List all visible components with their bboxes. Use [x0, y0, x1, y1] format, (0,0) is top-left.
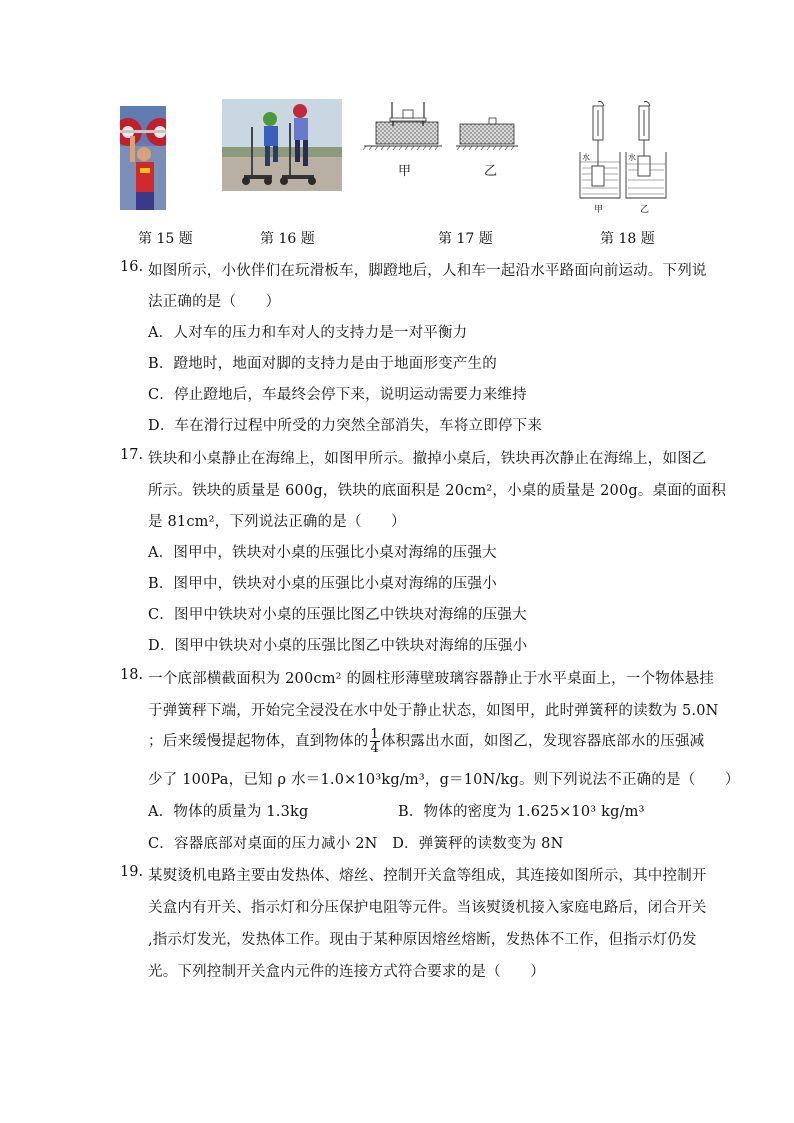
fig17-label-yi: 乙 [484, 164, 498, 179]
question-16-number: 16. [120, 259, 144, 275]
question-18-line: 于弹簧秤下端，开始完全浸没在水中处于静止状态，如图甲，此时弹簧秤的读数为 5.0N [148, 703, 719, 719]
question-18-text: ；后来缓慢提起物体，直到物体的 [148, 733, 369, 750]
fig17-pressure-diagram [362, 100, 522, 180]
fig18-water-label-left: 水 [582, 153, 590, 162]
question-17-option-a: A．图甲中，铁块对小桌的压强比小桌对海绵的压强大 [148, 545, 497, 561]
question-17-line: 铁块和小桌静止在海绵上，如图甲所示。撤掉小桌后，铁块再次静止在海绵上，如图乙 [148, 451, 707, 467]
fig18-water-label-right: 水 [628, 153, 636, 162]
caption-q18: 第 18 题 [600, 231, 655, 247]
fig17-label-jia: 甲 [398, 164, 412, 179]
question-18-option-cd: C．容器底部对桌面的压力减小 2N D．弹簧秤的读数变为 8N [148, 836, 564, 852]
question-17-number: 17. [120, 447, 144, 463]
question-19-number: 19. [120, 864, 144, 880]
question-19-line: ,指示灯发光，发热体工作。现由于某种原因熔丝熔断，发热体不工作，但指示灯仍发 [148, 932, 697, 948]
caption-q16: 第 16 题 [260, 231, 315, 247]
question-19-line: 光。下列控制开关盒内元件的连接方式符合要求的是（ ） [148, 964, 545, 980]
question-18-option-b: B．物体的密度为 1.625×10³ kg/m³ [398, 804, 645, 820]
question-16-option-b: B．蹬地时，地面对脚的支持力是由于地面形变产生的 [148, 356, 497, 372]
question-16-option-d: D．车在滑行过程中所受的力突然全部消失，车将立即停下来 [148, 418, 543, 434]
question-17-option-d: D．图甲中铁块对小桌的压强比图乙中铁块对海绵的压强小 [148, 638, 528, 654]
fig18-label-yi: 乙 [640, 205, 650, 215]
question-18-number: 18. [120, 667, 144, 683]
question-19-line: 某熨烫机电路主要由发热体、熔丝、控制开关盒等组成，其连接如图所示，其中控制开 [148, 868, 707, 884]
question-16-option-a: A．人对车的压力和车对人的支持力是一对平衡力 [148, 325, 468, 341]
question-17-option-b: B．图甲中，铁块对小桌的压强比小桌对海绵的压强小 [148, 576, 497, 592]
fig15-weightlifter-photo [120, 106, 166, 210]
fig18-buoyancy-diagram [576, 100, 676, 218]
caption-q15: 第 15 题 [138, 231, 193, 247]
fig18-label-jia: 甲 [594, 205, 604, 215]
question-17-line: 是 81cm²，下列说法正确的是（ ） [148, 514, 406, 530]
question-18-line: 少了 100Pa，已知 ρ 水＝1.0×10³kg/m³，g＝10N/kg。则下列说法不正确的是（ ） [148, 772, 740, 788]
fraction-one-quarter [370, 728, 380, 755]
question-19-line: 关盒内有开关、指示灯和分压保护电阻等元件。当该熨烫机接入家庭电路后，闭合开关 [148, 900, 707, 916]
question-16-line: 如图所示，小伙伴们在玩滑板车，脚蹬地后，人和车一起沿水平路面向前运动。下列说 [148, 263, 707, 279]
question-17-line: 所示。铁块的质量是 600g，铁块的底面积是 20cm²，小桌的质量是 200g。桌面的面积 [148, 483, 727, 499]
fig16-scooter-photo [222, 99, 342, 191]
fraction-numerator: 1 [370, 727, 379, 742]
question-16-option-c: C．停止蹬地后，车最终会停下来，说明运动需要力来维持 [148, 387, 527, 403]
question-18-text: 体积露出水面，如图乙，发现容器底部水的压强减 [380, 733, 705, 750]
question-18-option-a: A．物体的质量为 1.3kg [148, 804, 309, 820]
question-16-line: 法正确的是（ ） [148, 294, 281, 310]
question-18-line: 一个底部横截面积为 200cm² 的圆柱形薄壁玻璃容器静止于水平桌面上，一个物体悬挂 [148, 671, 714, 687]
caption-q17: 第 17 题 [438, 231, 493, 247]
fraction-denominator: 4 [370, 741, 379, 756]
question-18-line-with-fraction [148, 728, 704, 755]
question-17-option-c: C．图甲中铁块对小桌的压强比图乙中铁块对海绵的压强大 [148, 607, 527, 623]
